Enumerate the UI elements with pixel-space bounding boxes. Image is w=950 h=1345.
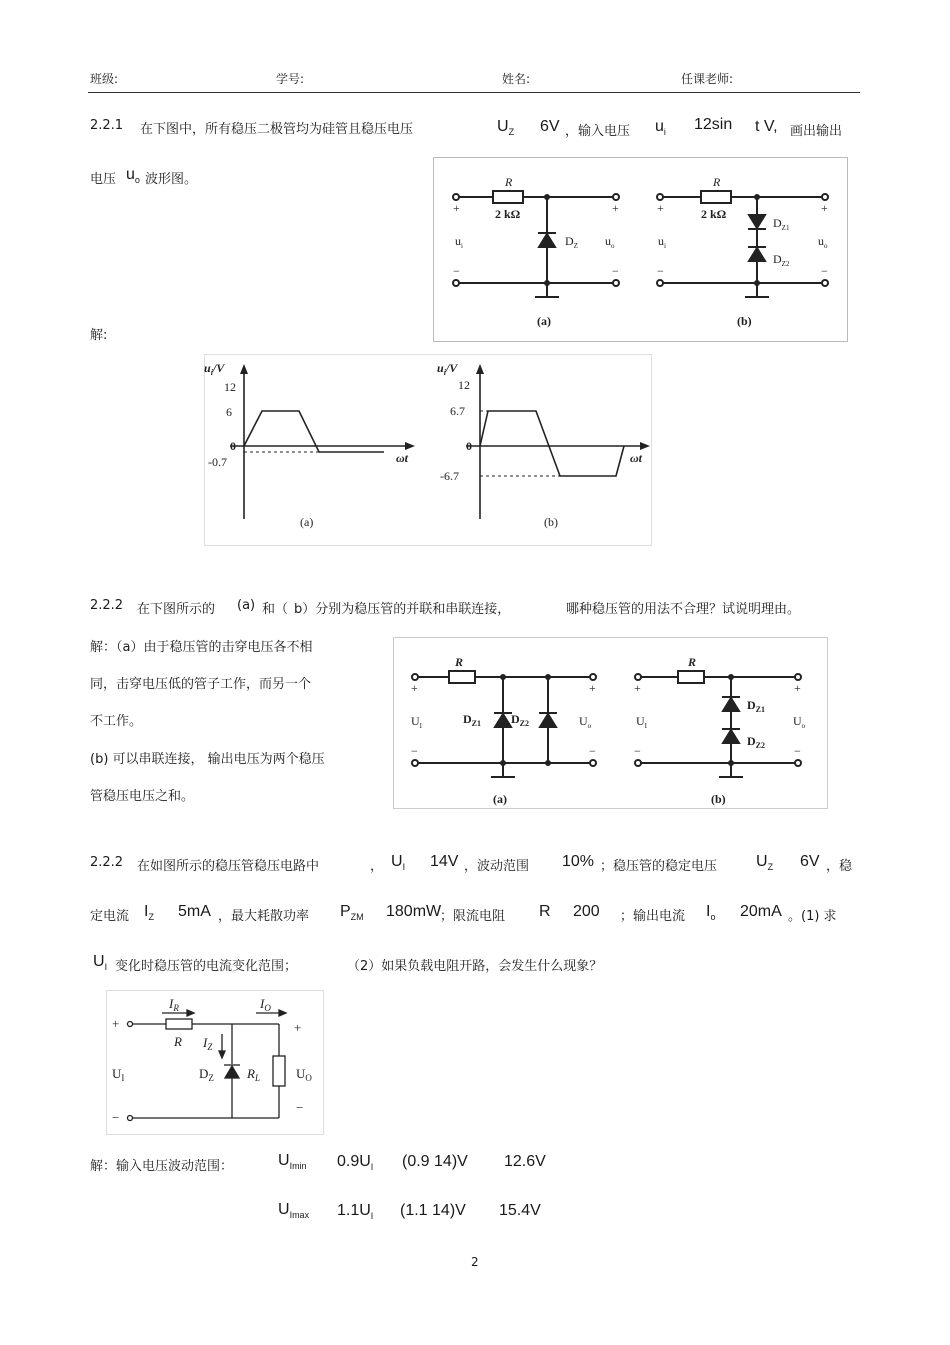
header-rule — [88, 92, 860, 93]
plus-b-left: + — [657, 201, 664, 215]
fluctuation-pct: 10% — [562, 853, 595, 870]
problem-222b-text1: 在如图所示的稳压管稳压电路中 — [137, 859, 320, 874]
plus-d-left: + — [634, 681, 641, 695]
pzm-symbol: $P_{ZM}$ — [340, 903, 364, 922]
resistor-value-b: 2 kΩ — [701, 207, 727, 221]
problem-222a-and: 和（ — [262, 602, 289, 617]
problem-222a-question: 哪种稳压管的用法不合理？试说明理由。 — [566, 602, 801, 617]
xlabel-b: ωt — [630, 451, 643, 465]
uimin-expr: $0.9U_I$ — [337, 1153, 374, 1172]
minus-a-left: − — [453, 264, 460, 278]
solution-2-label: 解：输入电压波动范围： — [90, 1159, 234, 1174]
caption-wave-b: (b) — [544, 515, 558, 529]
minus-d-left: − — [634, 744, 641, 758]
problem-222b-t4: ，稳 — [826, 859, 853, 874]
plus-c-left: + — [411, 681, 418, 695]
uz-symbol: $U_Z$ — [497, 118, 515, 137]
zener-circuit-figure-1 — [433, 157, 848, 342]
ylabel-a: $u_i/V$ — [204, 361, 225, 377]
solution-label-1: 解: — [90, 328, 108, 343]
iz-symbol: $I_Z$ — [144, 903, 154, 922]
plus-b-right: + — [821, 201, 828, 215]
problem-221-text: 在下图中，所有稳压二极管均为硅管且稳压电压 — [140, 122, 414, 137]
dz-label-a: $D_Z$ — [565, 234, 578, 250]
uimax-calc: (1.1 14)V — [400, 1202, 466, 1219]
plus-left: + — [112, 1016, 120, 1031]
problem-222b-l3: 变化时稳压管的电流变化范围； — [115, 959, 298, 974]
ir-label: $I_R$ — [169, 996, 179, 1013]
uimin-symbol: $U_{Imin}$ — [278, 1152, 307, 1171]
class-label: 班级: — [90, 72, 119, 86]
r-symbol: R — [539, 903, 551, 920]
minus-a-right: − — [612, 264, 619, 278]
caption-b: (b) — [737, 314, 752, 328]
problem-222b-l3b: （2）如果负载电阻开路，会发生什么现象？ — [347, 959, 603, 974]
uz-value-222b: 6V — [800, 853, 820, 870]
problem-222b-t2: ，波动范围 — [464, 859, 530, 874]
io-label: $I_O$ — [260, 996, 271, 1013]
minus-c-right: − — [589, 744, 596, 758]
dz2-label-b: $D_{Z2}$ — [773, 252, 790, 268]
ui-label-d: $U_I$ — [636, 714, 648, 730]
answer-222a-line3: 不工作。 — [90, 714, 143, 729]
ui-symbol-l3: $U_I$ — [93, 953, 108, 972]
answer-222a-line5: 管稳压电压之和。 — [90, 789, 195, 804]
ylabel-b: $u_i/V$ — [437, 361, 458, 377]
problem-222b-l2e: 。(1) 求 — [788, 909, 837, 924]
uo-label-c: $U_o$ — [579, 714, 592, 730]
tick-b-neg: -6.7 — [440, 469, 459, 483]
dz1-label-d: $D_{Z1}$ — [747, 698, 766, 714]
resistor-label-b: R — [713, 175, 721, 189]
t-unit: t V, — [755, 118, 778, 135]
problem-222b-l2c: ；限流电阻 — [440, 909, 506, 924]
problem-222b-l2a: 定电流 — [90, 909, 130, 924]
uimin-value: 12.6V — [504, 1153, 546, 1170]
problem-222a-text: 在下图所示的 — [137, 602, 216, 617]
tick-a-0: 0 — [230, 439, 236, 453]
answer-222a-line4: (b) 可以串联连接， 输出电压为两个稳压 — [90, 752, 325, 767]
uimax-expr: $1.1U_I$ — [337, 1202, 374, 1221]
caption-c-a: (a) — [493, 792, 507, 806]
problem-222a-b: b）分别为稳压管的并联和串联连接， — [294, 602, 511, 617]
uo-label-a: $u_o$ — [605, 234, 615, 250]
dz-label: $D_Z$ — [199, 1066, 214, 1083]
minus-right: − — [296, 1100, 304, 1115]
caption-a: (a) — [537, 314, 551, 328]
io-value: 20mA — [740, 903, 782, 920]
minus-b-left: − — [657, 264, 664, 278]
page-number: 2 — [471, 1255, 479, 1269]
problem-222b-l2d: ；输出电流 — [620, 909, 686, 924]
resistor-label-c: R — [455, 655, 464, 669]
minus-left: − — [112, 1110, 120, 1125]
dz1-label-c: $D_{Z1}$ — [463, 712, 482, 728]
waveform-figure — [204, 354, 652, 546]
ui-label-b: $u_i$ — [658, 234, 666, 250]
problem-221-text2: 画出输出 — [790, 124, 843, 139]
zener-regulator-circuit — [106, 990, 324, 1135]
resistor-label-d: R — [688, 655, 697, 669]
caption-c-b: (b) — [711, 792, 726, 806]
input-voltage-text: ，输入电压 — [565, 124, 631, 139]
dz2-label-d: $D_{Z2}$ — [747, 734, 766, 750]
ui-label: $U_I$ — [112, 1066, 125, 1083]
plus-c-right: + — [589, 681, 596, 695]
ui-value: 12sin — [694, 116, 733, 133]
r-label: R — [174, 1034, 182, 1049]
ui-label-c: $U_I$ — [411, 714, 423, 730]
student-id-label: 学号: — [276, 72, 305, 86]
problem-222a-a: (a) — [237, 598, 256, 613]
uz-value: 6V — [540, 118, 560, 135]
minus-d-right: − — [794, 744, 801, 758]
uimax-value: 15.4V — [499, 1202, 541, 1219]
tick-b-67: 6.7 — [450, 404, 465, 418]
resistor-value-a: 2 kΩ — [495, 207, 521, 221]
xlabel-a: ωt — [396, 451, 409, 465]
uo-label-d: $U_o$ — [793, 714, 806, 730]
tick-a-neg: -0.7 — [208, 455, 227, 469]
tick-b-12: 12 — [458, 378, 470, 392]
minus-b-right: − — [821, 264, 828, 278]
problem-221-line2a: 电压 — [90, 172, 117, 187]
ui-value-222b: 14V — [430, 853, 459, 870]
teacher-label: 任课老师: — [681, 72, 734, 86]
problem-222b-comma: ， — [370, 859, 384, 874]
ui-label-a: $u_i$ — [455, 234, 463, 250]
problem-222a-num: 2.2.2 — [90, 598, 124, 613]
tick-a-6: 6 — [226, 405, 232, 419]
rl-label: $R_L$ — [247, 1066, 260, 1083]
ui-symbol-222b: $U_I$ — [391, 853, 406, 872]
uimax-symbol: $U_{Imax}$ — [278, 1201, 310, 1220]
uz-symbol-222b: $U_Z$ — [756, 853, 774, 872]
io-symbol: $I_o$ — [706, 903, 716, 922]
uo-label: $U_O$ — [296, 1066, 312, 1083]
tick-b-0: 0 — [466, 439, 472, 453]
tick-a-12: 12 — [224, 380, 236, 394]
uo-label-b: $u_o$ — [818, 234, 828, 250]
plus-d-right: + — [794, 681, 801, 695]
resistor-label-a: R — [505, 175, 513, 189]
iz-value: 5mA — [178, 903, 211, 920]
problem-222b-t3: ；稳压管的稳定电压 — [600, 859, 718, 874]
caption-wave-a: (a) — [300, 515, 314, 529]
dz2-label-c: $D_{Z2}$ — [511, 712, 530, 728]
uo-symbol: $u_o$ — [126, 166, 140, 185]
answer-222a-line1: 解：（a）由于稳压管的击穿电压各不相 — [90, 640, 313, 655]
uimin-calc: (0.9 14)V — [402, 1153, 468, 1170]
plus-right: + — [294, 1020, 302, 1035]
plus-a-left: + — [453, 201, 460, 215]
problem-221-num: 2.2.1 — [90, 118, 124, 133]
minus-c-left: − — [411, 744, 418, 758]
zener-circuit-figure-2 — [393, 637, 828, 809]
iz-label: $I_Z$ — [203, 1035, 213, 1052]
pzm-value: 180mW — [386, 903, 442, 920]
ui-symbol: $u_i$ — [655, 118, 666, 137]
problem-222b-num: 2.2.2 — [90, 855, 124, 870]
problem-222b-l2b: ，最大耗散功率 — [218, 909, 310, 924]
name-label: 姓名: — [502, 72, 531, 86]
r-value: 200 — [573, 903, 600, 920]
problem-221-line2b: 波形图。 — [145, 172, 198, 187]
plus-a-right: + — [612, 201, 619, 215]
answer-222a-line2: 同，击穿电压低的管子工作，而另一个 — [90, 677, 312, 692]
dz1-label-b: $D_{Z1}$ — [773, 216, 790, 232]
